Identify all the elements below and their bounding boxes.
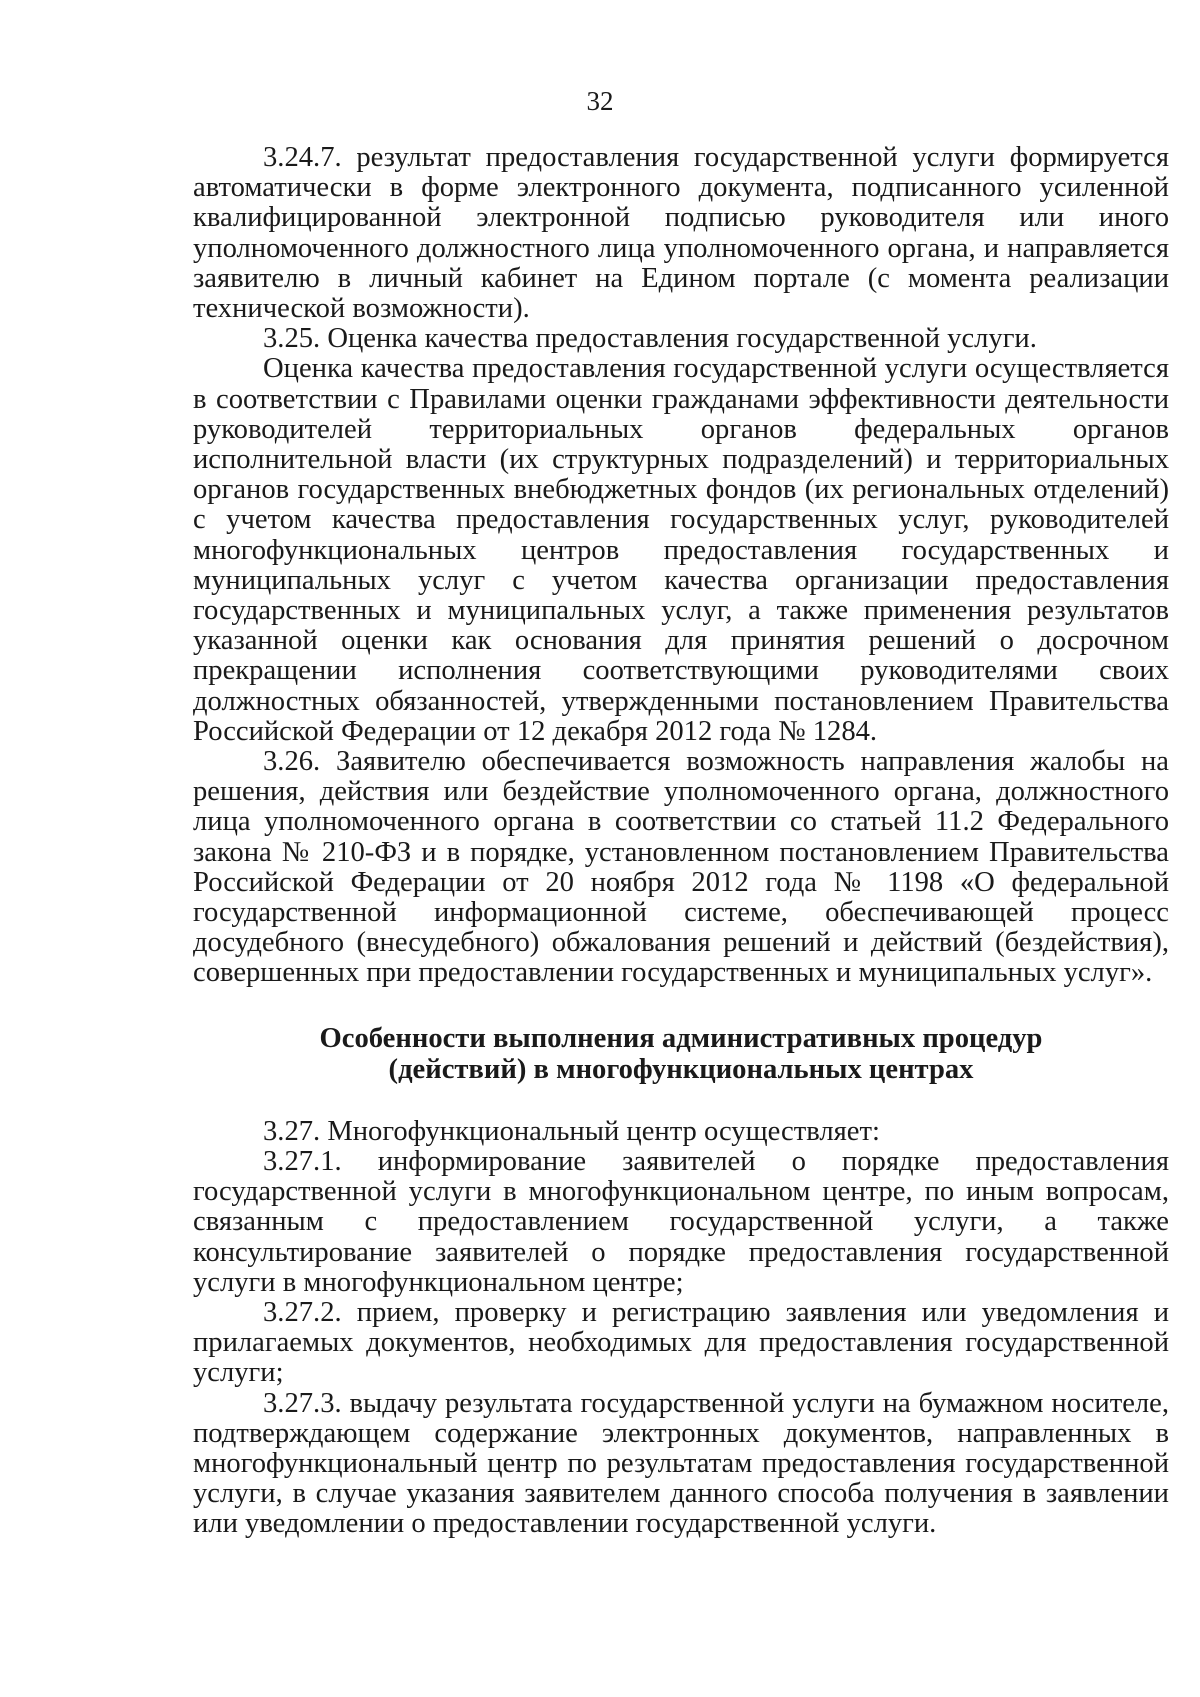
paragraph-3-27-2: 3.27.2. прием, проверку и регистрацию заявления или уведомления и прилагаемых документов, необходимых для предоставления государственной услуги;	[193, 1296, 1169, 1389]
document-body	[193, 143, 1169, 1540]
paragraph-3-24-7: 3.24.7. результат предоставления государственной услуги формируется автоматически в форме электронного документа, подписанного усиленной квалифицированной электронной подписью руководителя или иного уполномоченного должностного лица уполномоченного органа, и направляется заявителю в личный кабинет на Едином портале (с момента реализации технической возможности).	[193, 142, 1169, 325]
page-number: 32	[586, 86, 614, 116]
paragraph-3-26: 3.26. Заявителю обеспечивается возможность направления жалобы на решения, действия или бездействие уполномоченного органа, должностного лица уполномоченного органа в соответствии со статьей 11.2 Федерального закона № 210-ФЗ и в порядке, установленном постановлением Правительства Российской Федерации от 20 ноября 2012 года № 1198 «О федеральной государственной информационной системе, обеспечивающей процесс досудебного (внесудебного) обжалования решений и действий (бездействия), совершенных при предоставлении государственных и муниципальных услуг».	[193, 746, 1169, 989]
paragraph-3-27-1: 3.27.1. информирование заявителей о порядке предоставления государственной услуги в многофункциональном центре, по иным вопросам, связанным с предоставлением государственной услуги, а также консультирование заявителей о порядке предоставления государственной услуги в многофункциональном центре;	[193, 1145, 1169, 1298]
section-heading-line-2: (действий) в многофункциональных центрах	[388, 1053, 974, 1085]
paragraph-3-25: 3.25. Оценка качества предоставления государственной услуги.	[263, 323, 1037, 355]
paragraph-3-27: 3.27. Многофункциональный центр осуществляет:	[263, 1115, 880, 1147]
paragraph-3-27-3: 3.27.3. выдачу результата государственной услуги на бумажном носителе, подтверждающем содержание электронных документов, направленных в многофункциональный центр по результатам предоставления государственной услуги, в случае указания заявителем данного способа получения в заявлении или уведомлении о предоставлении государственной услуги.	[193, 1387, 1169, 1540]
paragraph-quality-assessment: Оценка качества предоставления государственной услуги осуществляется в соответствии с Правилами оценки гражданами эффективности деятельности руководителей территориальных органов федеральных органов исполнительной власти (их структурных подразделений) и территориальных органов государственных внебюджетных фондов (их региональных отделений) с учетом качества предоставления государственных услуг, руководителей многофункциональных центров предоставления государственных и муниципальных услуг с учетом качества организации предоставления государственных и муниципальных услуг, а также применения результатов указанной оценки как основания для принятия решений о досрочном прекращении исполнения соответствующими руководителями своих должностных обязанностей, утвержденными постановлением Правительства Российской Федерации от 12 декабря 2012 года № 1284.	[193, 353, 1169, 747]
section-heading	[193, 1023, 1169, 1085]
section-heading-line-1: Особенности выполнения административных процедур	[319, 1022, 1043, 1054]
